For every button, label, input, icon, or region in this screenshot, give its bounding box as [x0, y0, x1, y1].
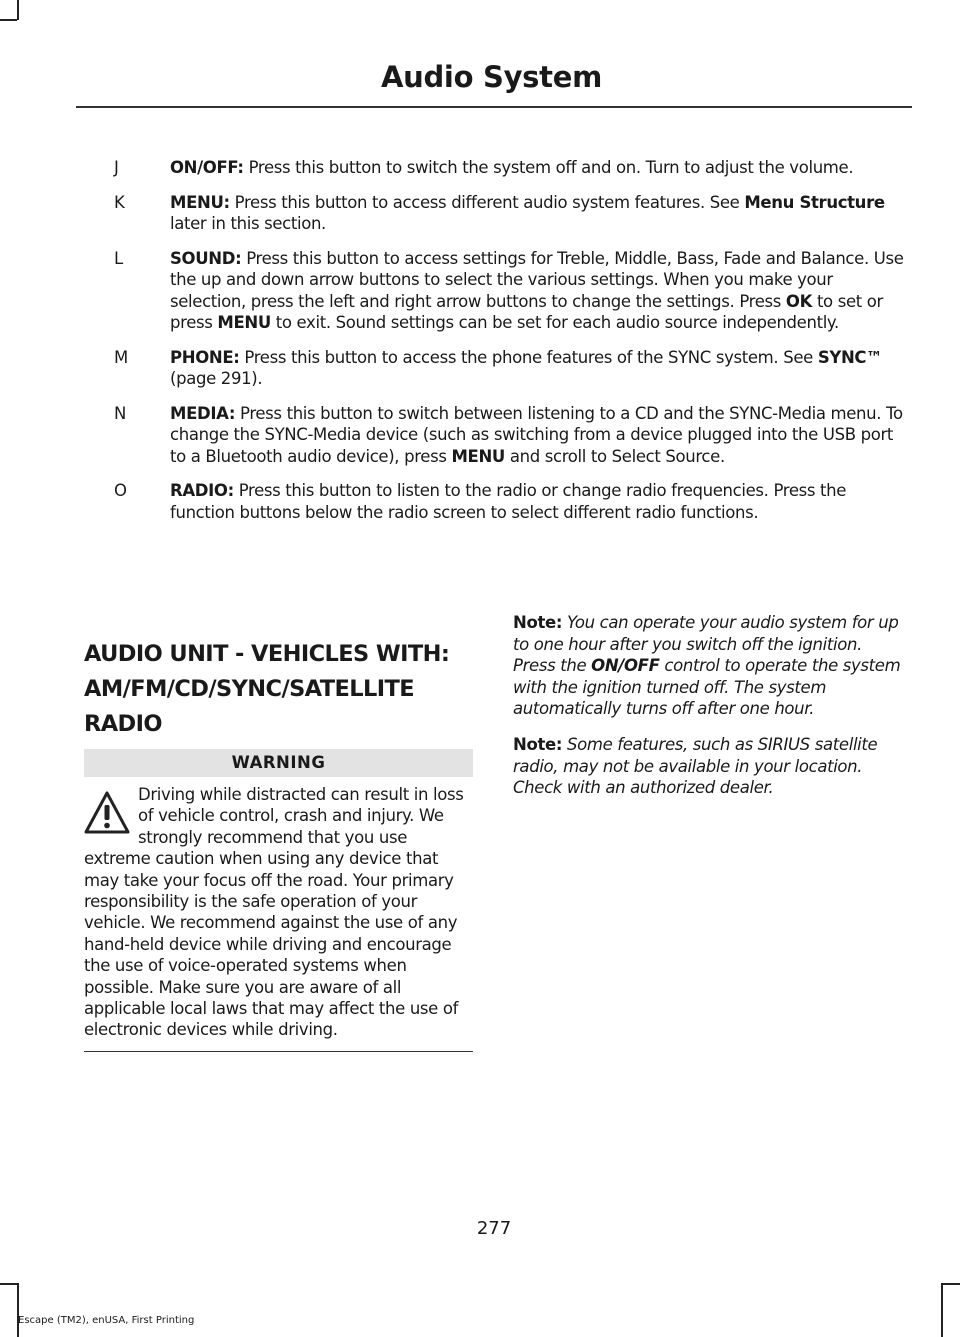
list-item [98, 157, 904, 179]
list-item [98, 480, 904, 523]
header-rule [76, 106, 912, 108]
item-letter: L [114, 248, 124, 268]
item-letter: O [114, 481, 127, 500]
page-number: 277 [476, 1218, 512, 1239]
item-text: MENU: Press this button to access different audio system features. See Menu Structure later in this section. [170, 192, 885, 233]
warning-box [84, 749, 473, 1052]
note: Note: Some features, such as SIRIUS satellite radio, may not be available in your location. Check with an authorized dealer. [513, 734, 878, 798]
page-header-title: Audio System [380, 60, 602, 94]
item-text: PHONE: Press this button to access the phone features of the SYNC system. See SYNC™ (page 291). [170, 347, 883, 388]
crop-mark [941, 1283, 943, 1337]
item-letter: N [114, 403, 127, 423]
button-description-list [98, 157, 904, 536]
list-item [98, 347, 904, 390]
list-item [98, 192, 904, 235]
warning-triangle-icon [84, 790, 130, 840]
crop-mark [0, 1283, 17, 1285]
crop-mark [941, 1283, 960, 1285]
item-letter: M [114, 347, 129, 367]
item-text: SOUND: Press this button to access settings for Treble, Middle, Bass, Fade and Balance. Use the up and down arrow buttons to select the various settings. When you make your selection, press the left and right arrow buttons to change the settings. Press OK to set or press MENU to exit. Sound settings can be set for each audio source independently. [170, 248, 904, 332]
warning-rule [84, 1051, 473, 1052]
list-item [98, 248, 904, 334]
warning-label: WARNING [84, 749, 473, 777]
footer-text: Escape (TM2), enUSA, First Printing [18, 1315, 195, 1326]
item-text: MEDIA: Press this button to switch between listening to a CD and the SYNC-Media menu. To change the SYNC-Media device (such as switching from a device plugged into the USB port to a Bluetooth audio device), press MENU and scroll to Select Source. [170, 403, 903, 466]
list-item [98, 403, 904, 468]
warning-text: Driving while distracted can result in loss of vehicle control, crash and injury. We strongly recommend that you use extreme caution when using any device that may take your focus off the road. Your primary responsibility is the safe operation of your vehicle. We recommend against the use of any hand-held device while driving and encourage the use of voice-operated systems when possible. Make sure you are aware of all applicable local laws that may affect the use of electronic devices while driving. [84, 785, 464, 1040]
note: Note: You can operate your audio system for up to one hour after you switch off the ignition. Press the ON/OFF control to operate the system with the ignition turned off. The system automatically turns off after one hour. [513, 613, 901, 719]
item-text: RADIO: Press this button to listen to the radio or change radio frequencies. Press the function buttons below the radio screen to select different radio functions. [170, 481, 847, 522]
item-letter: J [114, 158, 119, 177]
section-heading: AUDIO UNIT - VEHICLES WITH: AM/FM/CD/SYNC/SATELLITE RADIO [84, 641, 450, 737]
notes-column [513, 612, 908, 813]
crop-mark [0, 19, 17, 21]
crop-mark [17, 0, 19, 20]
item-text: ON/OFF: Press this button to switch the system off and on. Turn to adjust the volume. [170, 158, 854, 177]
crop-mark [17, 1283, 19, 1337]
item-letter: K [114, 192, 125, 212]
